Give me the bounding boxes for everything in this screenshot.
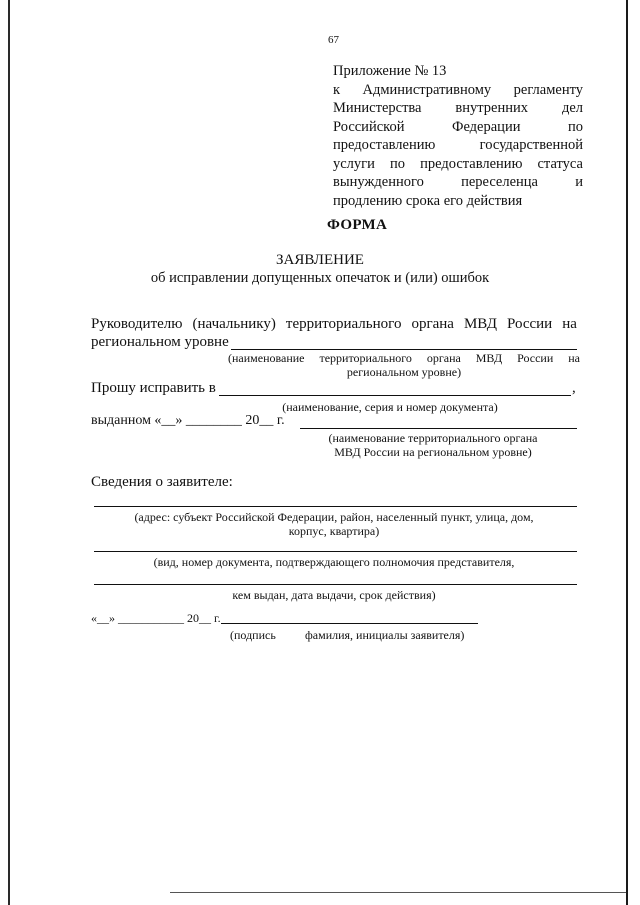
page-number: 67 [328, 34, 339, 46]
request-label: Прошу исправить в [91, 380, 216, 396]
document-title: ЗАЯВЛЕНИЕ [276, 252, 364, 268]
appendix-header [333, 62, 583, 210]
form-label: ФОРМА [327, 217, 388, 233]
request-document-fill-line[interactable] [219, 395, 571, 396]
appendix-title: Приложение № 13 [333, 63, 447, 79]
appendix-line-2: к Административному регламенту [333, 81, 583, 98]
scan-border-bottom [170, 892, 626, 893]
representative-issuer-fill-line[interactable] [94, 584, 577, 585]
addressee-line-1: Руководителю (начальнику) территориального органа МВД России на [91, 316, 577, 332]
addressee-caption: (наименование территориального органа МВД России на региональном уровне) [228, 351, 580, 379]
appendix-line-7: вынужденного переселенца и [333, 174, 583, 190]
applicant-address-fill-line[interactable] [94, 506, 577, 507]
issued-caption: (наименование территориального органа МВД России на региональном уровне) [328, 431, 538, 459]
appendix-line-3: Министерства внутренних дел [333, 100, 583, 116]
addressee-line-2: региональном уровне [91, 334, 229, 350]
applicant-address-caption: (адрес: субъект Российской Федерации, район, населенный пункт, улица, дом, корпус, квартира) [134, 510, 534, 538]
request-caption: (наименование, серия и номер документа) [282, 400, 498, 414]
representative-doc-caption-1: (вид, номер документа, подтверждающего полномочия представителя, [153, 555, 515, 569]
request-comma: , [572, 380, 576, 396]
representative-doc-fill-line[interactable] [94, 551, 577, 552]
signature-date-label: «__» ___________ 20__ г. [91, 611, 221, 625]
signature-caption: (подпись [230, 628, 276, 642]
issuer-fill-line[interactable] [300, 428, 577, 429]
appendix-line-8: продлению срока его действия [333, 192, 523, 209]
appendix-line-6: услуги по предоставлению статуса [333, 155, 583, 172]
addressee-fill-line[interactable] [231, 349, 577, 350]
applicant-heading: Сведения о заявителе: [91, 474, 233, 490]
representative-doc-caption-2: кем выдан, дата выдачи, срок действия) [232, 588, 436, 602]
applicant-name-caption: фамилия, инициалы заявителя) [305, 628, 465, 642]
scan-border-left [8, 0, 10, 905]
issued-date-label: выданном «__» ________ 20__ г. [91, 413, 285, 428]
signature-fill-line[interactable] [221, 623, 478, 624]
document-subtitle: об исправлении допущенных опечаток и (или) ошибок [150, 270, 490, 286]
scan-border-right [626, 0, 628, 905]
appendix-line-4: Российской Федерации по [333, 118, 583, 135]
appendix-line-5: предоставлению государственной [333, 137, 583, 153]
